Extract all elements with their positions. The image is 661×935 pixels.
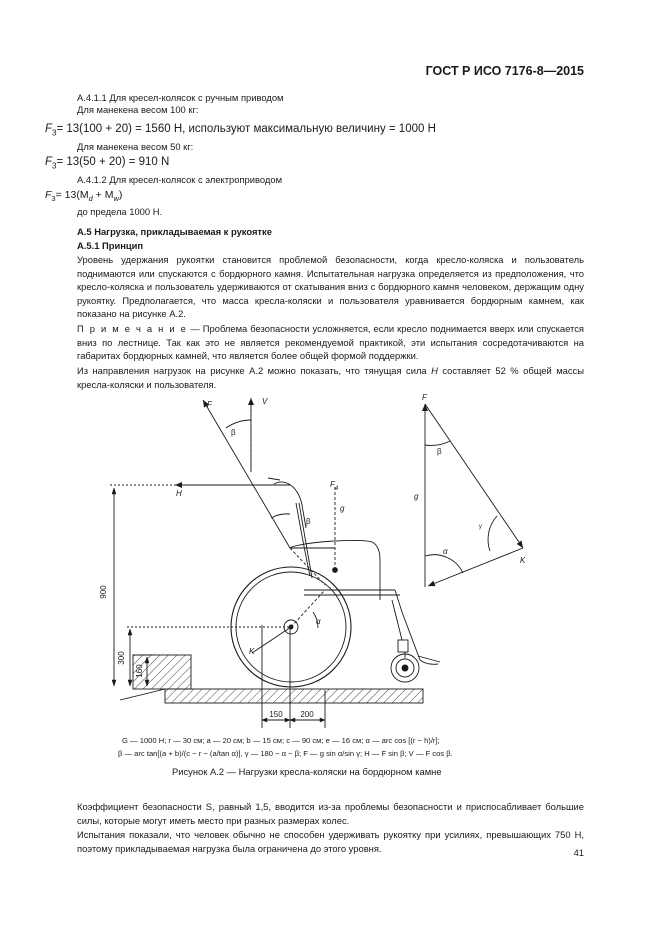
- tri-label-gamma: γ: [479, 524, 482, 530]
- section-a411-title: А.4.1.1 Для кресел-колясок с ручным приводом: [77, 92, 284, 103]
- safety-factor-paragraph: [77, 800, 584, 827]
- ground-slab: [165, 689, 423, 703]
- dim-300: 300: [117, 651, 126, 665]
- document-header: ГОСТ Р ИСО 7176-8—2015: [425, 64, 584, 78]
- limit-text: до предела 1000 Н.: [77, 206, 163, 217]
- dim-150: 150: [269, 710, 283, 719]
- label-h: H: [176, 489, 182, 498]
- section-a5-title: А.5 Нагрузка, прикладываемая к рукоятке: [77, 226, 272, 237]
- tri-label-f: F: [422, 393, 427, 402]
- eq3-close: ): [118, 189, 123, 201]
- eq-var: F: [45, 156, 53, 168]
- safety-factor-text: Коэффициент безопасности S, равный 1,5, вводится из-за проблемы безопасности и приспосабливает большие силы, которые могут иметь место при разных размерах колес.: [77, 801, 584, 826]
- label-g: g: [340, 504, 345, 513]
- eq3-sub-w: w: [113, 194, 119, 204]
- label-beta-1: β: [231, 428, 236, 437]
- mass-100-label: Для манекена весом 100 кг:: [77, 104, 199, 115]
- tri-label-k: K: [520, 556, 526, 565]
- eq2-body: = 13(50 + 20) = 910 N: [56, 156, 170, 168]
- eq1-body: = 13(100 + 20) = 1560 Н, используют максимальную величину = 1000 Н: [56, 123, 436, 135]
- tri-label-g: g: [414, 492, 419, 501]
- dim-160: 160: [135, 664, 144, 678]
- label-v: V: [262, 397, 268, 406]
- eq-var: F: [45, 123, 53, 135]
- note-label: П р и м е ч а н и е: [77, 323, 188, 334]
- section-a412-title: А.4.1.2 Для кресел-колясок с электроприводом: [77, 174, 283, 185]
- vector-f: [203, 400, 290, 548]
- eq-sub: 3: [51, 194, 56, 204]
- eq3-prefix: = 13(M: [55, 189, 89, 201]
- push-handle: [274, 482, 306, 528]
- label-alpha: α: [316, 617, 321, 626]
- tri-label-alpha: α: [443, 547, 448, 556]
- direction-text-h: H: [431, 365, 438, 376]
- mass-50-label: Для манекена весом 50 кг:: [77, 141, 194, 152]
- dim-200: 200: [300, 710, 314, 719]
- eq3-plus: + M: [92, 189, 114, 201]
- label-k: K: [249, 647, 255, 656]
- tests-text: Испытания показали, что человек обычно не способен удерживать рукоятку при усилиях, превышающих 750 Н, поэтому прикладываемая нагрузка была ограничена до этого уровня.: [77, 829, 584, 854]
- label-f: F: [207, 400, 212, 409]
- eq-sub: 3: [52, 128, 57, 138]
- tri-label-beta: β: [437, 447, 442, 456]
- eq-var: F: [45, 189, 52, 201]
- label-f4: $F_4$: [330, 480, 339, 492]
- principle-text: Уровень удержания рукоятки становится проблемой безопасности, когда кресло-коляска и пользователь поднимаются или спускаются с бордюрного камня. Испытательная нагрузка определяется из предположения, что кресло-коляска и пользователь удерживаются от скатывания вниз с бордюрного камня человеком, держащим одну рукоятку. Предполагается, что масса кресла-коляски и пользователя уравнивается бордюрным камнем, как показано на рисунке А.2.: [77, 254, 584, 319]
- figure-legend-2: β — arc tan[(a + b)/(c − r − (a/tan α)], γ — 180 − α − β; F — g sin α/sin γ; H — F sin β; V — F cos β.: [118, 749, 453, 758]
- direction-text-b: составляет 52 % общей массы кресла-коляски и пользователя.: [77, 365, 584, 390]
- eq-sub: 3: [52, 161, 57, 171]
- page-number: 41: [573, 847, 584, 858]
- note-text: — Проблема безопасности усложняется, если кресло поднимается вверх или спускается вниз по лестнице. Так как это не является рекомендуемой практикой, эти испытания сосредотачиваются на габаритах бордюрных камней, что является более общей формой поддержки.: [77, 323, 584, 361]
- eq3-sub-d: d: [88, 194, 93, 204]
- dim-900: 900: [99, 585, 108, 599]
- tests-paragraph: [77, 828, 584, 855]
- direction-text-a: Из направления нагрузок на рисунке А.2 можно показать, что тянущая сила: [77, 365, 432, 376]
- figure-legend-1: G — 1000 Н; r — 30 см; a — 20 см; b — 15 см; c — 90 см; e — 16 см; α — arc cos [(r − h)/r];: [122, 736, 440, 745]
- radius-to-k: [252, 627, 291, 653]
- section-a51-title: А.5.1 Принцип: [77, 240, 144, 251]
- figure-caption: Рисунок А.2 — Нагрузки кресла-коляски на бордюрном камне: [172, 766, 442, 777]
- label-beta-2: β: [306, 517, 311, 526]
- triangle-h: [425, 404, 523, 548]
- ground-slope-line: [120, 689, 165, 700]
